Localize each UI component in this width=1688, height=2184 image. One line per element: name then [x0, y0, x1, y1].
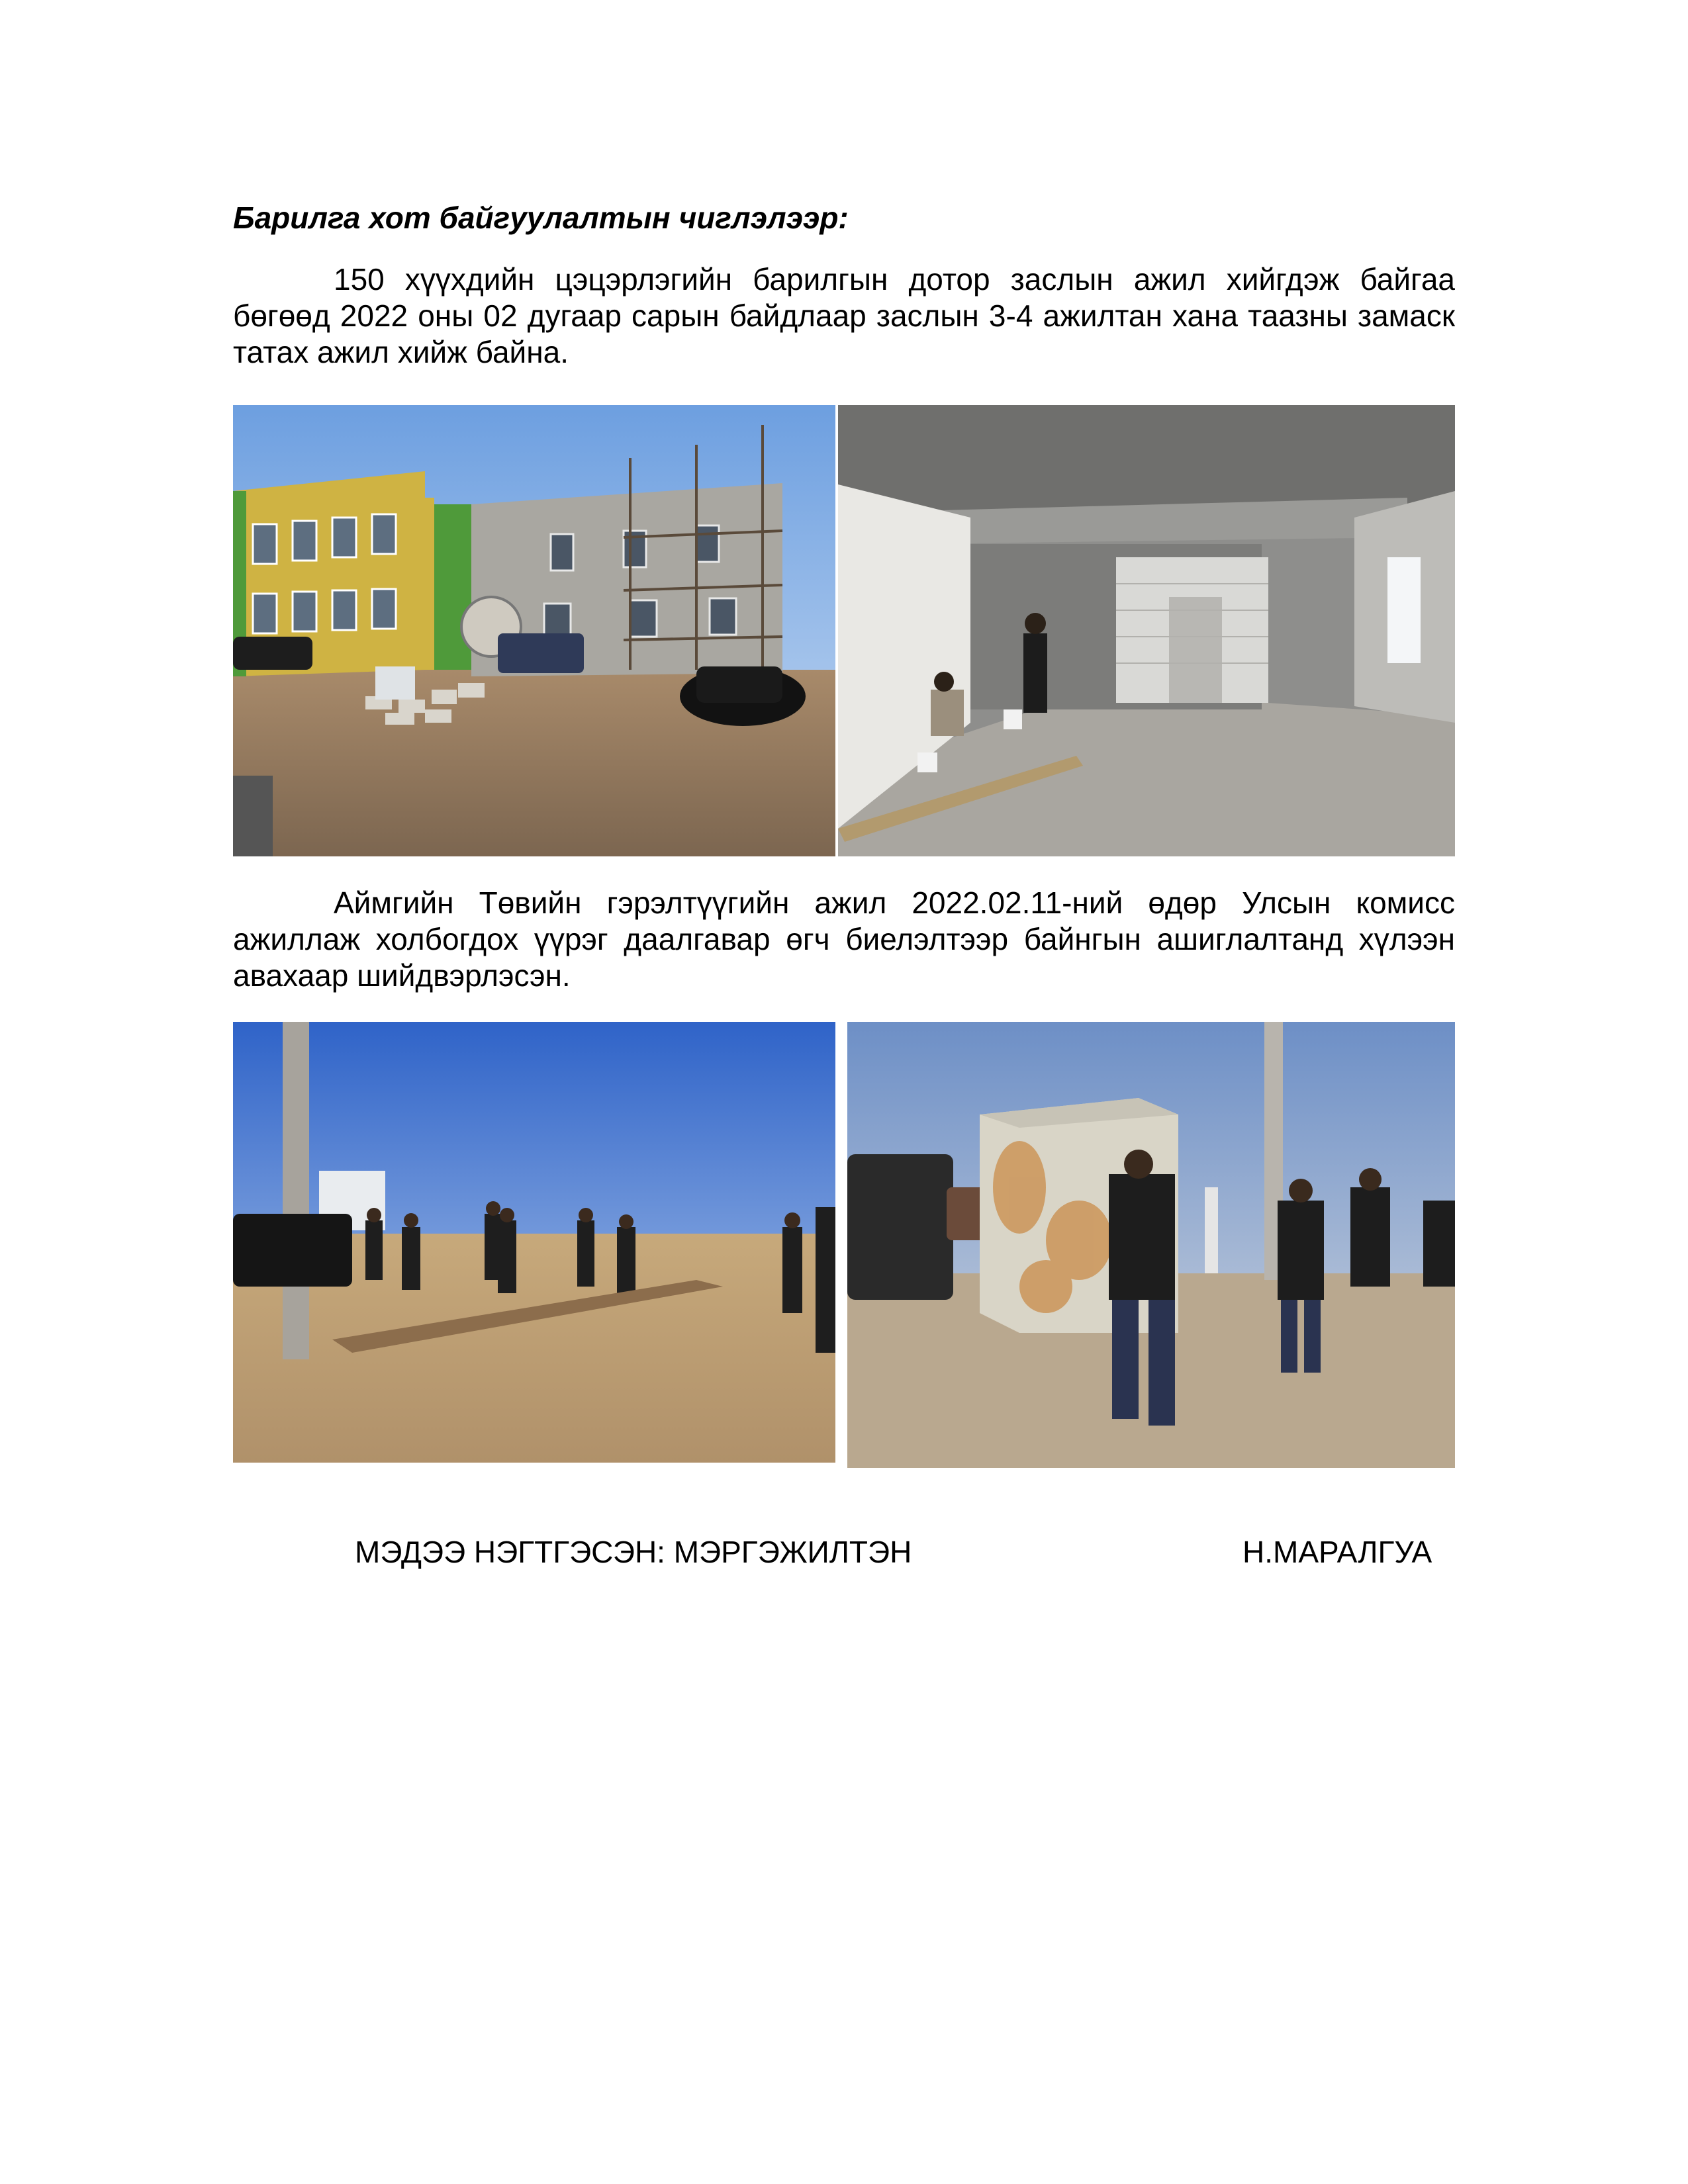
- signature-name: Н.МАРАЛГУА: [1243, 1535, 1432, 1569]
- signature-label: МЭДЭЭ НЭГТГЭСЭН: МЭРГЭЖИЛТЭН: [355, 1535, 912, 1569]
- photo-kindergarten-exterior: [233, 405, 835, 856]
- section-heading: Барилга хот байгуулалтын чиглэлээр:: [233, 201, 849, 235]
- photo-electrical-cabinet: [847, 1022, 1455, 1468]
- photo-interior-plastering: [838, 405, 1455, 856]
- paragraph-kindergarten: 150 хүүхдийн цэцэрлэгийн барилгын дотор заслын ажил хийгдэж байгаа бөгөөд 2022 оны 02 дугаар сарын байдлаар заслын 3-4 ажилтан хана таазны замаск татах ажил хийж байна.: [233, 262, 1455, 369]
- photo-commission-field: [233, 1022, 835, 1463]
- paragraph-street-lighting: Аймгийн Төвийн гэрэлтүүгийн ажил 2022.02.11-ний өдөр Улсын комисс ажиллаж холбогдох үүрэг даалгавар өгч биелэлтээр байнгын ашиглалтанд хүлээн авахаар шийдвэрлэсэн.: [233, 886, 1455, 993]
